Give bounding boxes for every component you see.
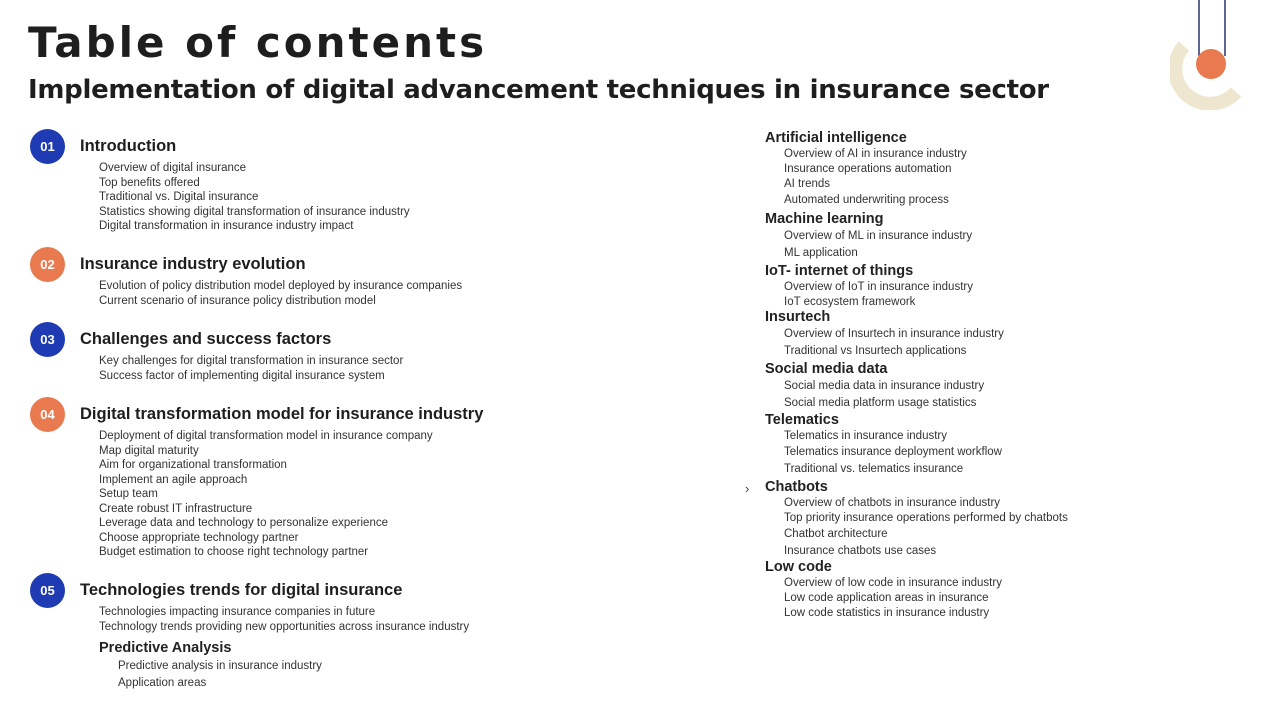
toc-item[interactable]: Insurance operations automation <box>784 163 952 175</box>
section-number-badge: 01 <box>30 129 65 164</box>
section-number-badge: 04 <box>30 397 65 432</box>
toc-item[interactable]: Key challenges for digital transformation in insurance sector <box>99 355 404 367</box>
toc-item[interactable]: Implement an agile approach <box>99 473 248 486</box>
toc-group <box>765 479 1068 560</box>
decorative-pendant-icon <box>1170 0 1270 110</box>
section-heading[interactable]: Insurance industry evolution <box>80 255 306 273</box>
toc-item[interactable]: Social media data in insurance industry <box>784 380 985 392</box>
toc-item[interactable]: Deployment of digital transformation model in insurance company <box>99 430 433 442</box>
section-heading[interactable]: Challenges and success factors <box>80 330 332 348</box>
toc-item[interactable]: Top priority insurance operations performed by chatbots <box>784 512 1068 524</box>
toc-item[interactable]: Budget estimation to choose right technology partner <box>99 546 369 558</box>
toc-item[interactable]: Choose appropriate technology partner <box>99 531 299 544</box>
toc-group <box>765 309 1004 360</box>
section-items <box>99 429 433 560</box>
toc-item[interactable]: Overview of Insurtech in insurance industry <box>784 328 1004 340</box>
toc-item[interactable]: Social media platform usage statistics <box>784 397 977 409</box>
group-heading[interactable]: IoT- internet of things <box>765 263 914 279</box>
toc-item[interactable]: Predictive analysis in insurance industry <box>118 660 322 672</box>
page-subtitle: Implementation of digital advancement techniques in insurance sector <box>28 75 1049 105</box>
section-items <box>99 605 469 692</box>
toc-group <box>765 559 1002 621</box>
toc-item[interactable]: Map digital maturity <box>99 444 199 457</box>
toc-item[interactable]: Current scenario of insurance policy distribution model <box>99 294 376 307</box>
toc-item[interactable]: Chatbot architecture <box>784 528 888 540</box>
group-heading[interactable]: Machine learning <box>765 211 884 227</box>
group-heading[interactable]: Telematics <box>765 412 839 428</box>
section-items <box>99 354 403 383</box>
toc-item[interactable]: Automated underwriting process <box>784 194 949 206</box>
toc-item[interactable]: Application areas <box>118 677 207 689</box>
chevron-right-icon: › <box>745 481 750 496</box>
section-number-badge: 05 <box>30 573 65 608</box>
section-number-badge: 03 <box>30 322 65 357</box>
section-heading[interactable]: Introduction <box>80 137 177 155</box>
toc-item[interactable]: Telematics insurance deployment workflow <box>784 446 1002 458</box>
toc-item[interactable]: Top benefits offered <box>99 176 200 189</box>
group-heading[interactable]: Artificial intelligence <box>765 130 907 146</box>
toc-group <box>765 412 1002 478</box>
toc-item[interactable]: Success factor of implementing digital insurance system <box>99 369 385 382</box>
toc-item[interactable]: AI trends <box>784 178 831 190</box>
toc-item[interactable]: Traditional vs Insurtech applications <box>784 345 967 357</box>
toc-item[interactable]: Low code application areas in insurance <box>784 592 989 604</box>
toc-item[interactable]: Technology trends providing new opportunities across insurance industry <box>99 620 470 633</box>
toc-group <box>765 130 967 209</box>
section-items <box>99 161 410 234</box>
toc-item[interactable]: Overview of ML in insurance industry <box>784 230 973 242</box>
toc-item[interactable]: Overview of IoT in insurance industry <box>784 281 973 293</box>
group-heading[interactable]: Insurtech <box>765 309 831 325</box>
toc-item[interactable]: Overview of chatbots in insurance industry <box>784 497 1001 509</box>
toc-group <box>765 211 972 262</box>
toc-item[interactable]: Create robust IT infrastructure <box>99 502 253 515</box>
page-title: Table of contents <box>28 18 488 67</box>
toc-group <box>765 263 973 310</box>
toc-item[interactable]: Traditional vs. Digital insurance <box>99 191 259 203</box>
section-heading[interactable]: Technologies trends for digital insurance <box>80 581 403 599</box>
section-number-badge: 02 <box>30 247 65 282</box>
group-heading[interactable]: Social media data <box>765 361 888 377</box>
toc-item[interactable]: IoT ecosystem framework <box>784 296 916 308</box>
toc-item[interactable]: Digital transformation in insurance industry impact <box>99 220 354 232</box>
subsection-heading[interactable]: Predictive Analysis <box>99 640 232 656</box>
toc-item[interactable]: Evolution of policy distribution model deployed by insurance companies <box>99 280 463 292</box>
toc-item[interactable]: Setup team <box>99 488 158 500</box>
toc-item[interactable]: Technologies impacting insurance companies in future <box>99 606 376 618</box>
toc-item[interactable]: Traditional vs. telematics insurance <box>784 463 964 475</box>
toc-item[interactable]: Statistics showing digital transformation of insurance industry <box>99 205 410 218</box>
toc-item[interactable]: Overview of AI in insurance industry <box>784 148 967 160</box>
group-heading[interactable]: Chatbots <box>765 479 828 495</box>
toc-item[interactable]: Low code statistics in insurance industry <box>784 607 990 619</box>
toc-item[interactable]: Insurance chatbots use cases <box>784 545 937 557</box>
toc-item[interactable]: Leverage data and technology to personalize experience <box>99 517 388 529</box>
toc-item[interactable]: Overview of low code in insurance industry <box>784 577 1002 589</box>
toc-item[interactable]: Overview of digital insurance <box>99 162 247 174</box>
section-heading[interactable]: Digital transformation model for insurance industry <box>80 405 484 423</box>
toc-item[interactable]: ML application <box>784 247 858 259</box>
toc-item[interactable]: Telematics in insurance industry <box>784 430 947 442</box>
toc-group <box>765 361 984 412</box>
group-heading[interactable]: Low code <box>765 559 832 575</box>
toc-item[interactable]: Aim for organizational transformation <box>99 459 287 471</box>
section-items <box>99 279 462 308</box>
